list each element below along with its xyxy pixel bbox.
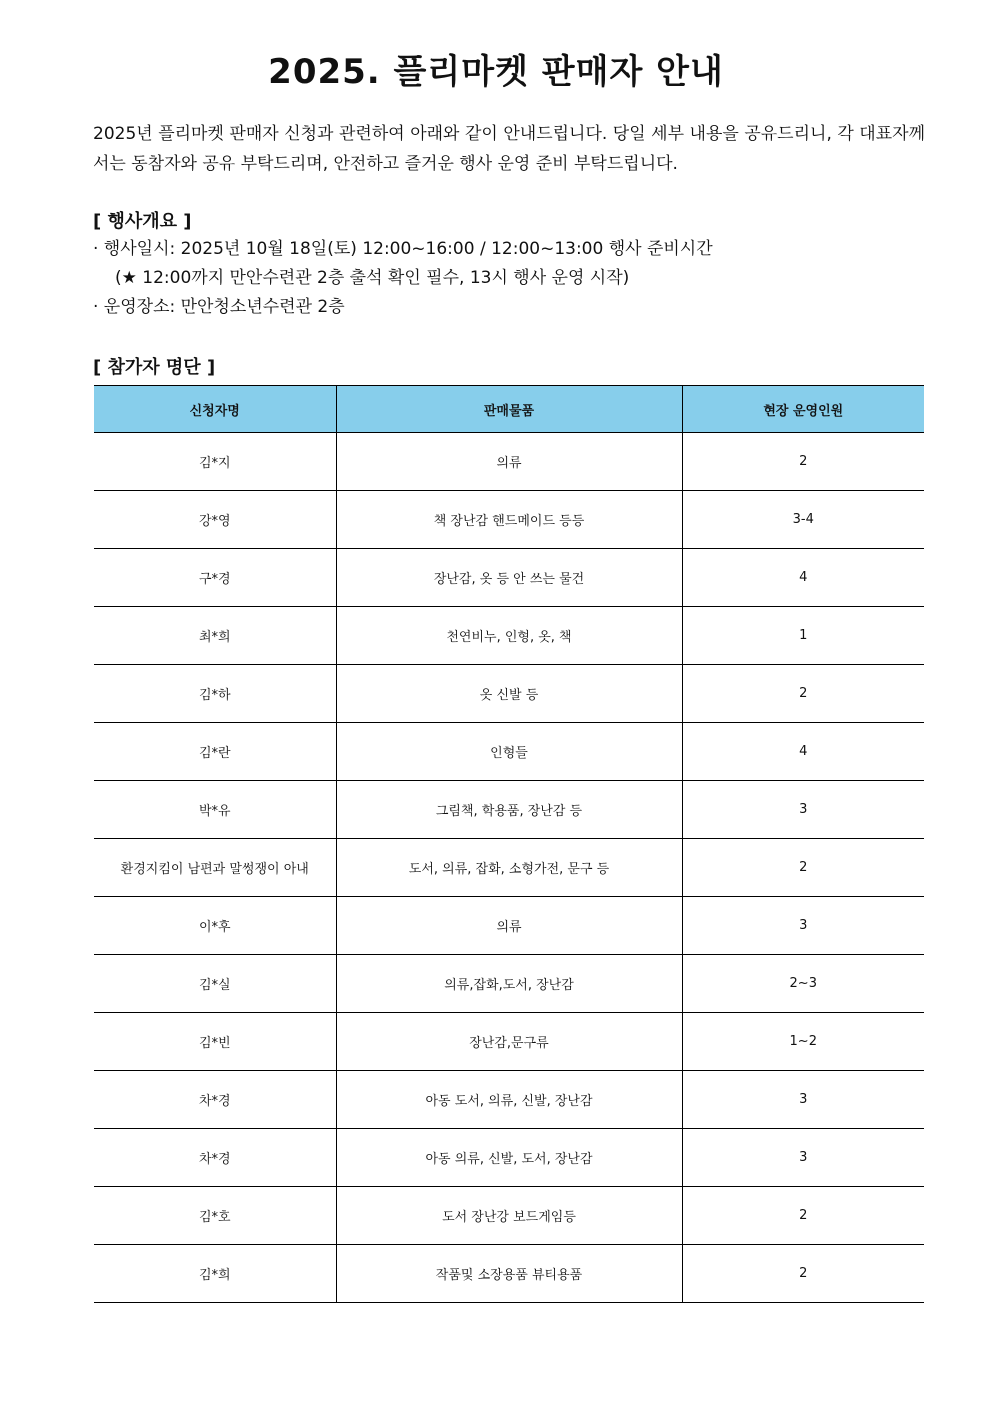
overview-heading: [ 행사개요 ]	[93, 211, 192, 232]
staff-count-cell: 1~2	[682, 1013, 924, 1071]
header-items: 판매물품	[336, 386, 682, 433]
applicant-cell: 차*경	[94, 1129, 336, 1187]
table-row	[94, 665, 924, 723]
staff-count-cell: 1	[682, 607, 924, 665]
applicant-cell: 차*경	[94, 1071, 336, 1129]
items-cell: 도서, 의류, 잡화, 소형가전, 문구 등	[336, 839, 682, 897]
applicant-cell: 김*지	[94, 433, 336, 491]
staff-count-cell: 3	[682, 781, 924, 839]
items-cell: 장난감,문구류	[336, 1013, 682, 1071]
table-row	[94, 897, 924, 955]
table-row	[94, 433, 924, 491]
staff-count-cell: 2	[682, 839, 924, 897]
applicant-cell: 김*희	[94, 1245, 336, 1303]
applicant-cell: 김*빈	[94, 1013, 336, 1071]
table-row	[94, 839, 924, 897]
items-cell: 의류	[336, 433, 682, 491]
applicant-cell: 환경지킴이 남편과 말썽쟁이 아내	[94, 839, 336, 897]
intro-paragraph: 2025년 플리마켓 판매자 신청과 관련하여 아래와 같이 안내드립니다. 당일 세부 내용을 공유드리니, 각 대표자께서는 동참자와 공유 부탁드리며, 안전하고 즐거운 행사 운영 준비 부탁드립니다.	[93, 124, 925, 174]
items-cell: 옷 신발 등	[336, 665, 682, 723]
items-cell: 그림책, 학용품, 장난감 등	[336, 781, 682, 839]
attendance-note-line: (★ 12:00까지 만안수련관 2층 출석 확인 필수, 13시 행사 운영 시작)	[115, 268, 630, 288]
items-cell: 아동 의류, 신발, 도서, 장난감	[336, 1129, 682, 1187]
applicant-cell: 강*영	[94, 491, 336, 549]
table-row	[94, 1187, 924, 1245]
staff-count-cell: 2	[682, 1187, 924, 1245]
staff-count-cell: 2	[682, 433, 924, 491]
staff-count-cell: 3	[682, 897, 924, 955]
applicant-cell: 구*경	[94, 549, 336, 607]
staff-count-cell: 2	[682, 1245, 924, 1303]
items-cell: 작품및 소장용품 뷰티용품	[336, 1245, 682, 1303]
table-row	[94, 1245, 924, 1303]
header-staff-count: 현장 운영인원	[682, 386, 924, 433]
staff-count-cell: 2~3	[682, 955, 924, 1013]
applicant-cell: 김*란	[94, 723, 336, 781]
applicant-cell: 김*실	[94, 955, 336, 1013]
staff-count-cell: 3	[682, 1129, 924, 1187]
table-row	[94, 955, 924, 1013]
staff-count-cell: 2	[682, 665, 924, 723]
applicant-cell: 김*호	[94, 1187, 336, 1245]
items-cell: 아동 도서, 의류, 신발, 장난감	[336, 1071, 682, 1129]
items-cell: 천연비누, 인형, 옷, 책	[336, 607, 682, 665]
items-cell: 의류	[336, 897, 682, 955]
venue-line: · 운영장소: 만안청소년수련관 2층	[93, 297, 345, 317]
applicant-cell: 이*후	[94, 897, 336, 955]
table-row	[94, 491, 924, 549]
table-row	[94, 781, 924, 839]
staff-count-cell: 3	[682, 1071, 924, 1129]
staff-count-cell: 4	[682, 723, 924, 781]
table-row	[94, 549, 924, 607]
table-row	[94, 1071, 924, 1129]
applicant-cell: 최*희	[94, 607, 336, 665]
items-cell: 장난감, 옷 등 안 쓰는 물건	[336, 549, 682, 607]
event-date-line: · 행사일시: 2025년 10월 18일(토) 12:00~16:00 / 12:00~13:00 행사 준비시간	[93, 239, 713, 259]
table-row	[94, 607, 924, 665]
participant-table	[94, 385, 924, 1303]
items-cell: 의류,잡화,도서, 장난감	[336, 955, 682, 1013]
roster-heading: [ 참가자 명단 ]	[93, 357, 216, 378]
applicant-cell: 김*하	[94, 665, 336, 723]
overview-info	[93, 235, 925, 322]
header-applicant: 신청자명	[94, 386, 336, 433]
items-cell: 책 장난감 핸드메이드 등등	[336, 491, 682, 549]
items-cell: 도서 장난강 보드게임등	[336, 1187, 682, 1245]
staff-count-cell: 4	[682, 549, 924, 607]
table-row	[94, 1013, 924, 1071]
table-row	[94, 1129, 924, 1187]
table-row	[94, 723, 924, 781]
applicant-cell: 박*유	[94, 781, 336, 839]
table-header-row	[94, 386, 924, 433]
items-cell: 인형들	[336, 723, 682, 781]
staff-count-cell: 3-4	[682, 491, 924, 549]
page-title: 2025. 플리마켓 판매자 안내	[268, 52, 724, 92]
